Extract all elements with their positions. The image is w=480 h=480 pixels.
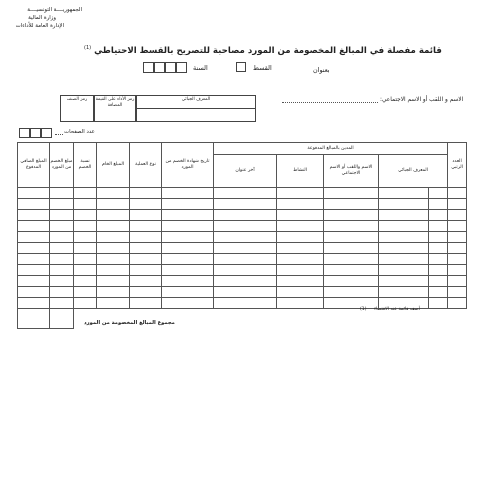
table-row: [18, 287, 467, 298]
year-input[interactable]: [143, 62, 187, 73]
col-tax-id-header: المعرف الجبائي: [379, 155, 448, 188]
header-directorate: الإدارة العامة للأداءات: [15, 23, 64, 29]
col-withheld-header: مبلغ الخصم من المورد: [50, 143, 74, 188]
under-title-label: بعنوان: [313, 66, 330, 74]
table-row: [18, 221, 467, 232]
table-row: [18, 232, 467, 243]
name-label: الاسم و اللقب أو الاسم الاجتماعي:: [380, 97, 464, 103]
col-cert-date-header: تاريخ شهادة الخصم من المورد: [162, 143, 214, 188]
col-net-header: المبلغ الصافي المدفوع: [18, 143, 50, 188]
table-row: [18, 265, 467, 276]
col-op-type-header: نوع العملية: [130, 143, 162, 188]
total-withheld-cell[interactable]: [50, 309, 74, 329]
col-serial-header: العدد الرتبي: [448, 143, 467, 188]
year-digit-box[interactable]: [176, 62, 187, 73]
footnote-marker: (1): [360, 307, 367, 312]
installment-label: القسط: [253, 64, 272, 72]
title-text: قائمة مفصلة في المبالغ المخصومة من المورد مصاحبة للتصريح بالقسط الاحتياطي: [94, 45, 442, 56]
year-digit-box[interactable]: [143, 62, 154, 73]
col-activity-header: النشاط: [277, 155, 324, 188]
table-row: [18, 243, 467, 254]
pages-digit-box[interactable]: [30, 128, 41, 138]
pages-digit-box[interactable]: [41, 128, 52, 138]
year-digit-box[interactable]: [154, 62, 165, 73]
col-address-header: آخر عنوان: [214, 155, 277, 188]
vat-code-label: رمز الأداء على القيمة المضافة: [95, 97, 135, 108]
col-gross-header: المبلغ الخام: [97, 143, 130, 188]
category-code-label: رمز الصنف: [66, 97, 88, 102]
col-rate-header: نسبة الخصم: [74, 143, 97, 188]
year-label: السنة: [193, 64, 208, 72]
table-row: [18, 199, 467, 210]
table-row: [18, 276, 467, 287]
header-ministry: وزارة المالية: [28, 15, 56, 21]
tax-id-divider: [136, 108, 256, 109]
group-paid-header: المدين بالمبالغ المدفوعة: [214, 143, 448, 155]
installment-box[interactable]: [236, 62, 246, 72]
total-label: مجموع المبالغ المخصومة من المورد: [84, 320, 175, 326]
tax-id-block: [60, 95, 256, 122]
tax-id-label: المعرف الجبائي: [181, 97, 211, 102]
total-net-cell[interactable]: [18, 309, 50, 329]
name-field[interactable]: [282, 101, 378, 103]
col-name-header: الاسم واللقب أو الاسم الاجتماعي: [324, 155, 379, 188]
table-row: [18, 210, 467, 221]
header-republic: الجمهوريــــة التونسيــــة: [27, 7, 82, 13]
pages-input[interactable]: [19, 128, 53, 138]
pages-label: عدد الصفحات: [64, 129, 95, 135]
footnote-text: أضف قائمة عند الاقتضاء: [374, 307, 420, 312]
pages-digit-box[interactable]: [19, 128, 30, 138]
table-row: [18, 254, 467, 265]
year-digit-box[interactable]: [165, 62, 176, 73]
pages-dots: [55, 134, 63, 135]
withholding-table: [17, 142, 467, 329]
form-title: [84, 45, 442, 56]
title-note: (1): [84, 45, 92, 51]
footnote: [360, 307, 420, 312]
table-row: [18, 188, 467, 199]
